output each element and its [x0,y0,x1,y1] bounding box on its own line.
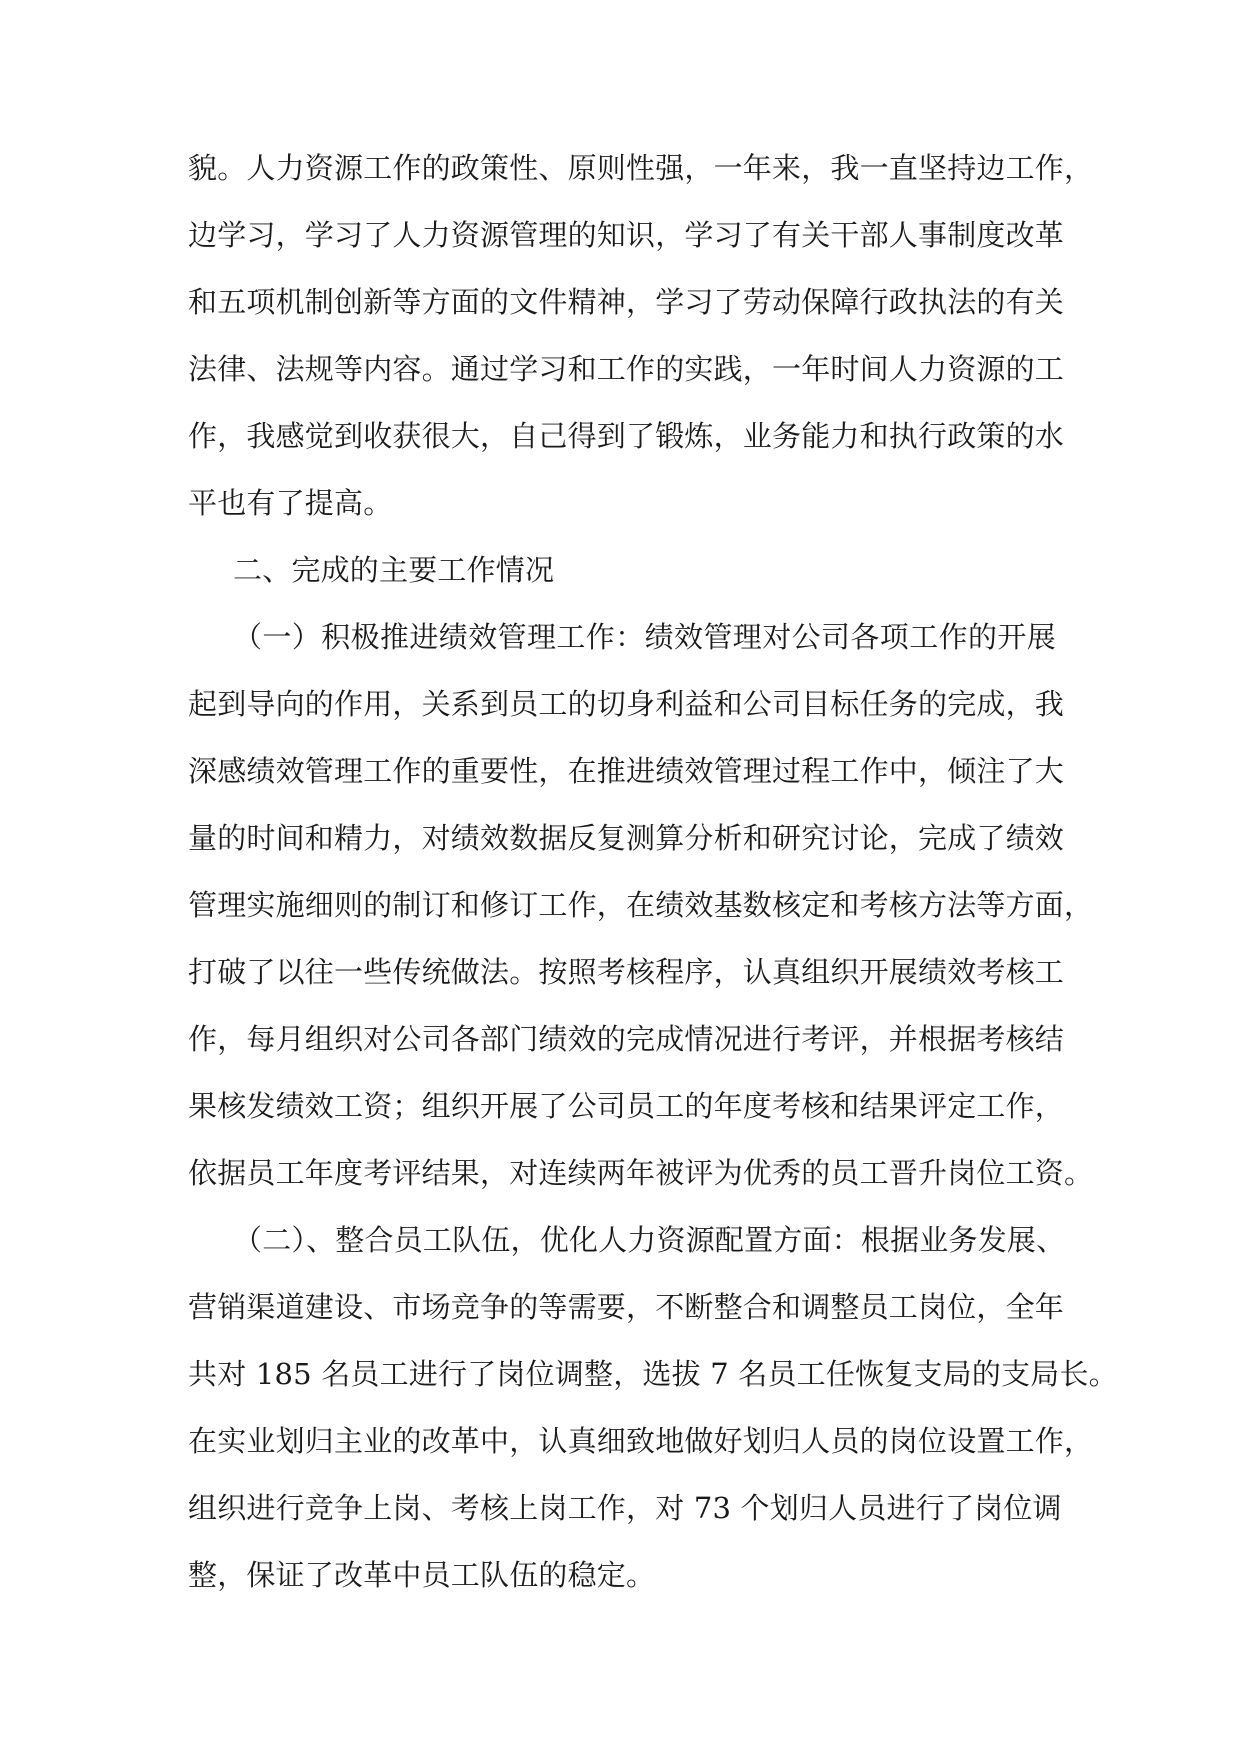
text-line-17: （二）、整合员工队伍，优化人力资源配置方面：根据业务发展、 [233,1223,1066,1257]
text-line-13: 打破了以往一些传统做法。按照考核程序，认真组织开展绩效考核工 [188,955,1065,989]
text-line-12: 管理实施细则的制订和修订工作，在绩效基数核定和考核方法等方面， [188,888,1094,922]
text-line-18: 营销渠道建设、市场竞争的等需要，不断整合和调整员工岗位，全年 [188,1290,1065,1324]
section-heading: 二、完成的主要工作情况 [233,553,555,587]
text-line-10: 深感绩效管理工作的重要性，在推进绩效管理过程工作中，倾注了大 [188,754,1065,788]
text-line-5: 作，我感觉到收获很大，自己得到了锻炼，业务能力和执行政策的水 [188,419,1065,453]
text-line-4: 法律、法规等内容。通过学习和工作的实践，一年时间人力资源的工 [188,352,1065,386]
text-line-2: 边学习，学习了人力资源管理的知识，学习了有关干部人事制度改革 [188,218,1065,252]
text-line-11: 量的时间和精力，对绩效数据反复测算分析和研究讨论，完成了绩效 [188,821,1065,855]
text-line-1: 貌。人力资源工作的政策性、原则性强，一年来，我一直坚持边工作， [188,151,1094,185]
text-line-15: 果核发绩效工资；组织开展了公司员工的年度考核和结果评定工作， [188,1089,1065,1123]
text-line-14: 作，每月组织对公司各部门绩效的完成情况进行考评，并根据考核结 [188,1022,1065,1056]
text-line-3: 和五项机制创新等方面的文件精神，学习了劳动保障行政执法的有关 [188,285,1065,319]
text-line-22: 整，保证了改革中员工队伍的稳定。 [188,1558,656,1592]
text-line-16: 依据员工年度考评结果，对连续两年被评为优秀的员工晋升岗位工资。 [188,1156,1094,1190]
text-line-8: （一）积极推进绩效管理工作：绩效管理对公司各项工作的开展 [233,620,1056,654]
text-line-21: 组织进行竞争上岗、考核上岗工作，对 73 个划归人员进行了岗位调 [188,1491,1062,1525]
text-line-19: 共对 185 名员工进行了岗位调整，选拔 7 名员工任恢复支局的支局长。 [188,1357,1118,1391]
text-line-20: 在实业划归主业的改革中，认真细致地做好划归人员的岗位设置工作， [188,1424,1094,1458]
text-line-9: 起到导向的作用，关系到员工的切身利益和公司目标任务的完成，我 [188,687,1065,721]
text-line-6: 平也有了提高。 [188,486,393,520]
